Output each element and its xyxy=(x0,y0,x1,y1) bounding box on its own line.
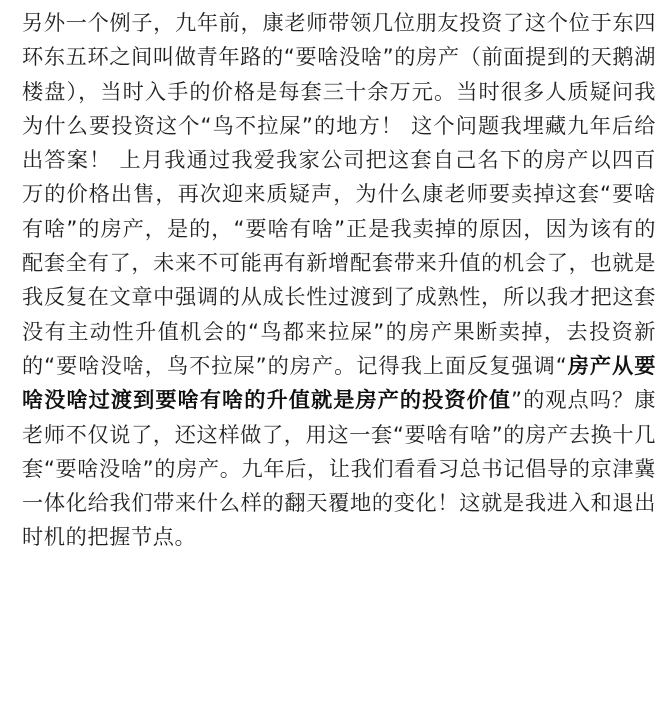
article-text-part-1: 另外一个例子，九年前，康老师带领几位朋友投资了这个位于东四环东五环之间叫做青年路的“要啥没啥”的房产（前面提到的天鹅湖楼盘），当时入手的价格是每套三十余万元。当时很多人质疑问我为什么要投资这个“鸟不拉屎”的地方！ 这个问题我埋藏九年后给出答案！ 上月我通过我爱我家公司把这套自己名下的房产以四百万的价格出售，再次迎来质疑声，为什么康老师要卖掉这套“要啥有啥”的房产，是的，“要啥有啥”正是我卖掉的原因，因为该有的配套全有了，未来不可能再有新增配套带来升值的机会了，也就是我反复在文章中强调的从成长性过渡到了成熟性，所以我才把这套没有主动性升值机会的“鸟都来拉屎”的房产果断卖掉，去投资新的“要啥没啥，鸟不拉屎”的房产。记得我上面反复强调“ xyxy=(22,10,656,378)
article-text-part-2: ”的观点吗？康老师不仅说了，还这样做了，用这一套“要啥有啥”的房产去换十几套“要啥没啥”的房产。九年后，让我们看看习总书记倡导的京津冀一体化给我们带来什么样的翻天覆地的变化！这就是我进入和退出时机的把握节点。 xyxy=(22,387,656,550)
article-emphasis-text: 房产从要啥没啥过渡到要啥有啥的升值就是房产的投资价值 xyxy=(22,352,656,413)
article-paragraph xyxy=(22,6,656,555)
